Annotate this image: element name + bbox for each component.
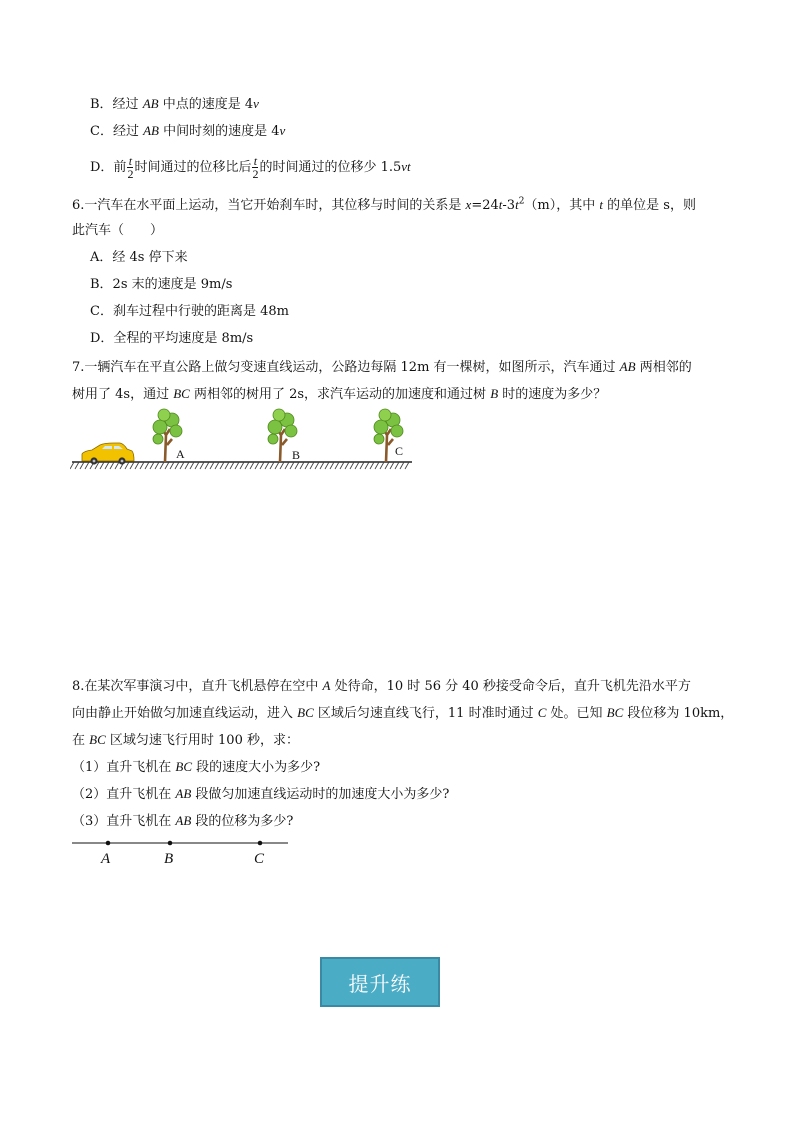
q6-option-b: B．2s 末的速度是 9m/s (90, 277, 233, 292)
improvement-practice-button[interactable]: 提升练 (320, 957, 440, 1007)
point-a-label: A (101, 851, 111, 867)
point-b-label: B (164, 851, 174, 867)
q8-stem-line1: 8.在某次军事演习中，直升飞机悬停在空中 A 处待命，10 时 56 分 40 秒接受命令后，直升飞机先沿水平方 (72, 678, 691, 694)
tree-label-b: B (292, 448, 301, 462)
point-b-dot (168, 841, 173, 846)
q6-option-a: A．经 4s 停下来 (90, 250, 188, 265)
q5-option-d: D．前 $\frac{t}{2}$ 时间通过的位移比后 $\frac{t}{2}$ 的时间通过的位移少 1.5vt (90, 154, 411, 181)
car-icon (82, 443, 134, 465)
tree-label-a: A (176, 447, 185, 461)
q7-stem-line1: 7.一辆汽车在平直公路上做匀变速直线运动，公路边每隔 12m 有一棵树，如图所示，汽车通过 AB 两相邻的 (72, 359, 692, 375)
q8-sub1: （1）直升飞机在 BC 段的速度大小为多少? (72, 759, 321, 775)
q8-stem-line3: 在 BC 区域匀速飞行用时 100 秒，求： (72, 732, 299, 748)
tree-label-c: C (395, 444, 404, 458)
q8-sub3: （3）直升飞机在 AB 段的位移为多少? (72, 813, 294, 829)
fraction-t-over-2: $\frac{t}{2}$ (127, 154, 134, 181)
point-c-dot (258, 841, 263, 846)
point-a-dot (106, 841, 111, 846)
q6-stem-line2: 此汽车（ ） (72, 223, 164, 238)
q7-road-figure (70, 405, 415, 477)
q6-stem-line1: 6.一汽车在水平面上运动，当它开始刹车时，其位移与时间的关系是 $x=24t-3t^2(m)$，其中 t 的单位是 s，则 (72, 196, 696, 213)
q6-option-c: C．刹车过程中行驶的距离是 48m (90, 304, 289, 319)
point-c-label: C (254, 851, 265, 867)
q8-sub2: （2）直升飞机在 AB 段做匀加速直线运动时的加速度大小为多少? (72, 786, 450, 802)
fraction-t-over-2-second: $\frac{t}{2}$ (252, 154, 259, 181)
q8-segment-figure (70, 832, 295, 872)
q7-stem-line2: 树用了 4s，通过 BC 两相邻的树用了 2s，求汽车运动的加速度和通过树 B 时的速度为多少？ (72, 386, 607, 402)
q6-option-d: D．全程的平均速度是 8m/s (90, 331, 254, 346)
q5-option-c: C．经过 AB 中间时刻的速度是 4v (90, 123, 286, 139)
q8-stem-line2: 向由静止开始做匀加速直线运动，进入 BC 区域后匀速直线飞行，11 时准时通过 C 处。已知 BC 段位移为 10km， (72, 705, 734, 721)
q5-option-b: B．经过 AB 中点的速度是 4v (90, 96, 259, 112)
